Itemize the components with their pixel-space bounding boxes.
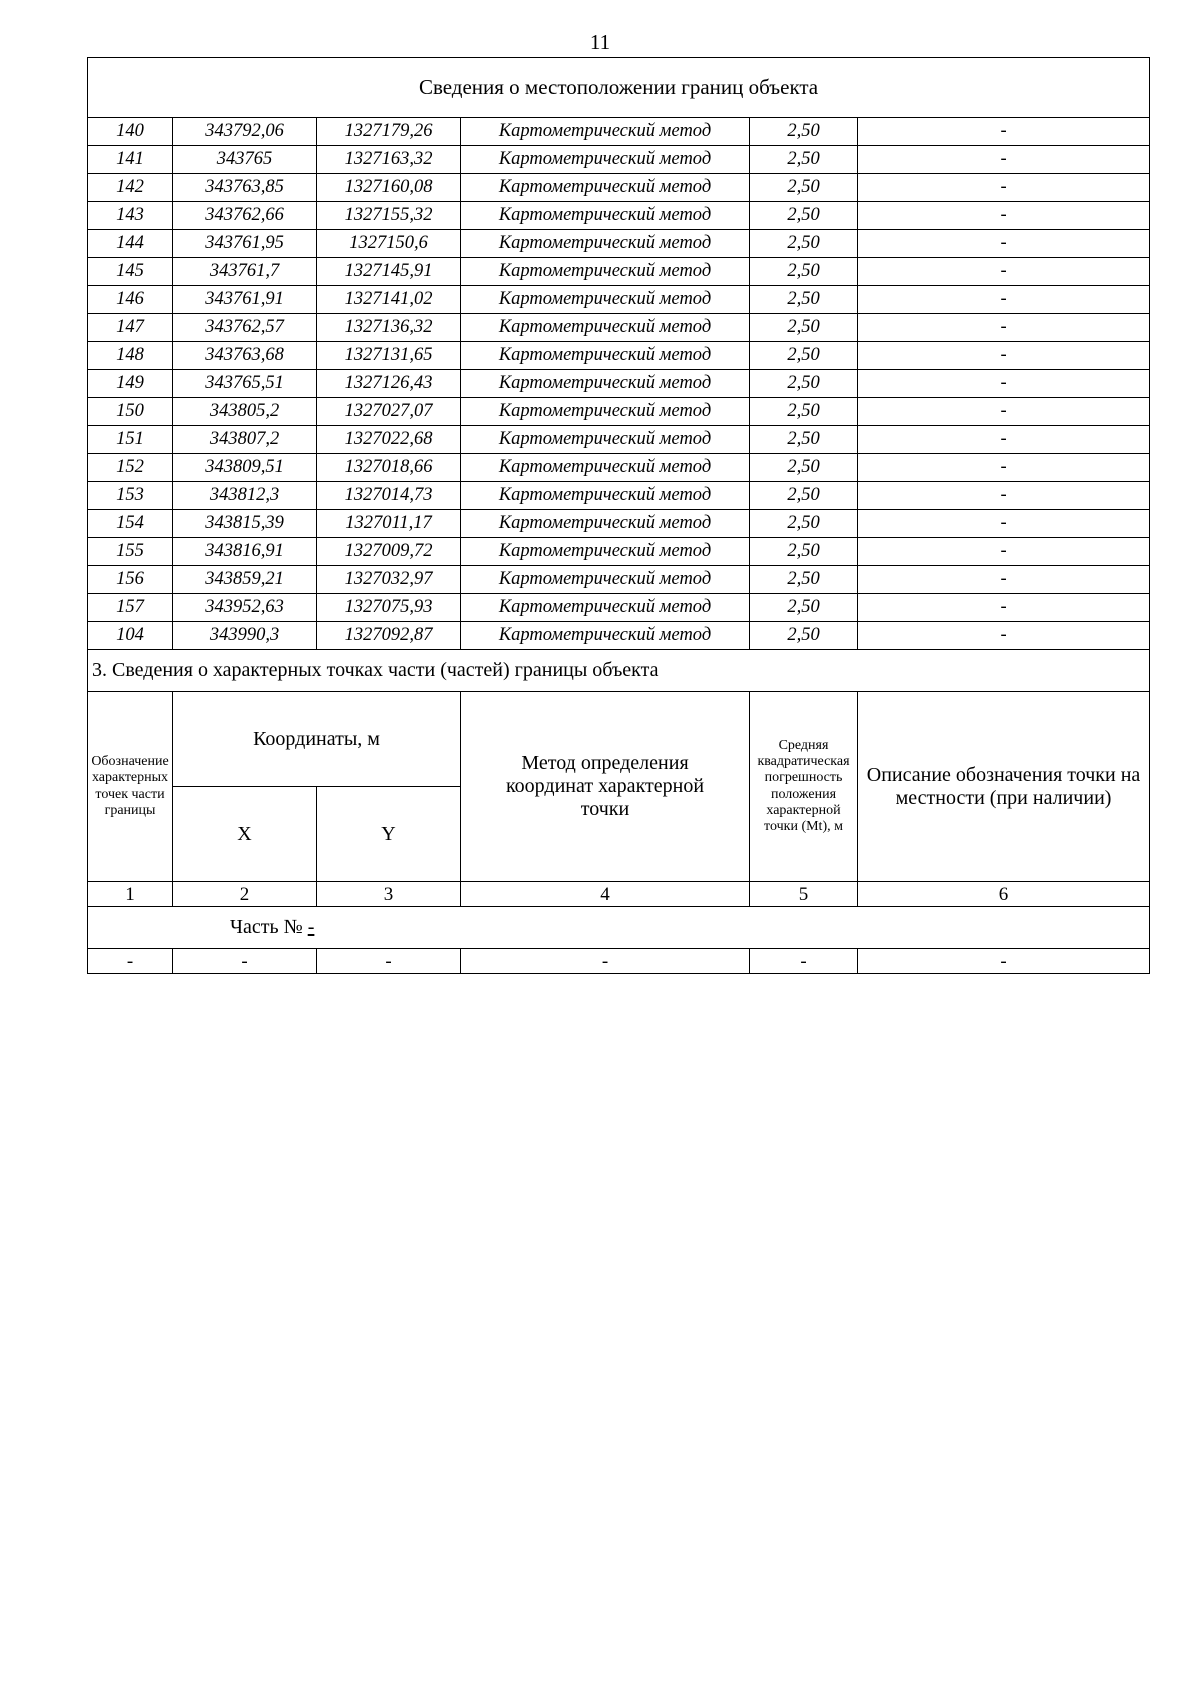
y-cell: 1327092,87 bbox=[317, 622, 461, 650]
part-cell bbox=[88, 907, 1150, 949]
x-cell: 343816,91 bbox=[173, 538, 317, 566]
y-cell: 1327011,17 bbox=[317, 510, 461, 538]
y-cell: 1327136,32 bbox=[317, 314, 461, 342]
mt-cell: 2,50 bbox=[750, 202, 858, 230]
mt-cell: 2,50 bbox=[750, 230, 858, 258]
empty-cell: - bbox=[173, 949, 317, 974]
x-cell: 343762,57 bbox=[173, 314, 317, 342]
method-cell: Картометрический метод bbox=[461, 314, 750, 342]
point-cell: 143 bbox=[88, 202, 173, 230]
description-cell: - bbox=[858, 258, 1150, 286]
description-cell: - bbox=[858, 146, 1150, 174]
method-cell: Картометрический метод bbox=[461, 174, 750, 202]
description-cell: - bbox=[858, 454, 1150, 482]
x-cell: 343807,2 bbox=[173, 426, 317, 454]
table-row bbox=[88, 426, 1150, 454]
x-cell: 343990,3 bbox=[173, 622, 317, 650]
column-number: 2 bbox=[173, 882, 317, 907]
point-cell: 104 bbox=[88, 622, 173, 650]
header-x: X bbox=[173, 787, 317, 882]
x-cell: 343805,2 bbox=[173, 398, 317, 426]
section-title: Сведения о местоположении границ объекта bbox=[88, 58, 1150, 118]
method-cell: Картометрический метод bbox=[461, 594, 750, 622]
method-cell: Картометрический метод bbox=[461, 398, 750, 426]
section-title-row bbox=[88, 58, 1150, 118]
description-cell: - bbox=[858, 342, 1150, 370]
mt-cell: 2,50 bbox=[750, 258, 858, 286]
table-row bbox=[88, 202, 1150, 230]
x-cell: 343815,39 bbox=[173, 510, 317, 538]
y-cell: 1327131,65 bbox=[317, 342, 461, 370]
table-row bbox=[88, 230, 1150, 258]
point-cell: 152 bbox=[88, 454, 173, 482]
point-cell: 142 bbox=[88, 174, 173, 202]
table-row bbox=[88, 314, 1150, 342]
x-cell: 343792,06 bbox=[173, 118, 317, 146]
column-number: 6 bbox=[858, 882, 1150, 907]
y-cell: 1327075,93 bbox=[317, 594, 461, 622]
description-cell: - bbox=[858, 538, 1150, 566]
table-row bbox=[88, 174, 1150, 202]
header-point-designation: Обозначение характерных точек части границы bbox=[88, 692, 173, 882]
empty-cell: - bbox=[858, 949, 1150, 974]
point-cell: 147 bbox=[88, 314, 173, 342]
x-cell: 343761,95 bbox=[173, 230, 317, 258]
method-cell: Картометрический метод bbox=[461, 286, 750, 314]
description-cell: - bbox=[858, 286, 1150, 314]
table-row bbox=[88, 538, 1150, 566]
description-cell: - bbox=[858, 510, 1150, 538]
x-cell: 343765 bbox=[173, 146, 317, 174]
table-row bbox=[88, 454, 1150, 482]
part-row bbox=[88, 907, 1150, 949]
point-cell: 146 bbox=[88, 286, 173, 314]
x-cell: 343952,63 bbox=[173, 594, 317, 622]
y-cell: 1327155,32 bbox=[317, 202, 461, 230]
method-cell: Картометрический метод bbox=[461, 342, 750, 370]
page-number: 11 bbox=[589, 30, 611, 54]
x-cell: 343859,21 bbox=[173, 566, 317, 594]
description-cell: - bbox=[858, 314, 1150, 342]
x-cell: 343763,68 bbox=[173, 342, 317, 370]
point-cell: 155 bbox=[88, 538, 173, 566]
y-cell: 1327027,07 bbox=[317, 398, 461, 426]
description-cell: - bbox=[858, 594, 1150, 622]
point-cell: 151 bbox=[88, 426, 173, 454]
mt-cell: 2,50 bbox=[750, 538, 858, 566]
mt-cell: 2,50 bbox=[750, 174, 858, 202]
mt-cell: 2,50 bbox=[750, 566, 858, 594]
y-cell: 1327014,73 bbox=[317, 482, 461, 510]
mt-cell: 2,50 bbox=[750, 622, 858, 650]
x-cell: 343761,7 bbox=[173, 258, 317, 286]
mt-cell: 2,50 bbox=[750, 510, 858, 538]
header-description: Описание обозначения точки на местности (при наличии) bbox=[858, 692, 1150, 882]
description-cell: - bbox=[858, 566, 1150, 594]
mt-cell: 2,50 bbox=[750, 454, 858, 482]
table-row bbox=[88, 594, 1150, 622]
boundary-table bbox=[87, 57, 1150, 974]
y-cell: 1327022,68 bbox=[317, 426, 461, 454]
method-cell: Картометрический метод bbox=[461, 622, 750, 650]
y-cell: 1327032,97 bbox=[317, 566, 461, 594]
header-mt: Средняя квадратическая погрешность положения характерной точки (Mt), м bbox=[750, 692, 858, 882]
method-cell: Картометрический метод bbox=[461, 538, 750, 566]
header-y: Y bbox=[317, 787, 461, 882]
point-cell: 140 bbox=[88, 118, 173, 146]
y-cell: 1327018,66 bbox=[317, 454, 461, 482]
description-cell: - bbox=[858, 426, 1150, 454]
point-cell: 148 bbox=[88, 342, 173, 370]
mt-cell: 2,50 bbox=[750, 314, 858, 342]
empty-cell: - bbox=[88, 949, 173, 974]
method-cell: Картометрический метод bbox=[461, 566, 750, 594]
point-cell: 153 bbox=[88, 482, 173, 510]
description-cell: - bbox=[858, 622, 1150, 650]
method-cell: Картометрический метод bbox=[461, 202, 750, 230]
section3-title: 3. Сведения о характерных точках части (частей) границы объекта bbox=[88, 650, 1150, 692]
method-cell: Картометрический метод bbox=[461, 426, 750, 454]
table-row bbox=[88, 370, 1150, 398]
y-cell: 1327126,43 bbox=[317, 370, 461, 398]
header-coordinates: Координаты, м bbox=[173, 692, 461, 787]
header-method: Метод определения координат характерной точки bbox=[461, 692, 750, 882]
mt-cell: 2,50 bbox=[750, 146, 858, 174]
section3-header-row-1 bbox=[88, 692, 1150, 787]
column-number: 5 bbox=[750, 882, 858, 907]
mt-cell: 2,50 bbox=[750, 594, 858, 622]
method-cell: Картометрический метод bbox=[461, 454, 750, 482]
y-cell: 1327009,72 bbox=[317, 538, 461, 566]
description-cell: - bbox=[858, 482, 1150, 510]
y-cell: 1327141,02 bbox=[317, 286, 461, 314]
method-cell: Картометрический метод bbox=[461, 118, 750, 146]
x-cell: 343761,91 bbox=[173, 286, 317, 314]
column-number: 3 bbox=[317, 882, 461, 907]
point-cell: 157 bbox=[88, 594, 173, 622]
mt-cell: 2,50 bbox=[750, 118, 858, 146]
mt-cell: 2,50 bbox=[750, 398, 858, 426]
mt-cell: 2,50 bbox=[750, 342, 858, 370]
table-row bbox=[88, 510, 1150, 538]
table-row bbox=[88, 146, 1150, 174]
y-cell: 1327160,08 bbox=[317, 174, 461, 202]
x-cell: 343812,3 bbox=[173, 482, 317, 510]
table-row bbox=[88, 342, 1150, 370]
part-value: - bbox=[307, 916, 315, 938]
y-cell: 1327150,6 bbox=[317, 230, 461, 258]
description-cell: - bbox=[858, 202, 1150, 230]
x-cell: 343765,51 bbox=[173, 370, 317, 398]
point-cell: 141 bbox=[88, 146, 173, 174]
table-row bbox=[88, 622, 1150, 650]
empty-cell: - bbox=[317, 949, 461, 974]
method-cell: Картометрический метод bbox=[461, 482, 750, 510]
column-numbers-row bbox=[88, 882, 1150, 907]
point-cell: 145 bbox=[88, 258, 173, 286]
method-cell: Картометрический метод bbox=[461, 146, 750, 174]
method-cell: Картометрический метод bbox=[461, 510, 750, 538]
empty-cell: - bbox=[461, 949, 750, 974]
y-cell: 1327145,91 bbox=[317, 258, 461, 286]
point-cell: 149 bbox=[88, 370, 173, 398]
empty-cell: - bbox=[750, 949, 858, 974]
y-cell: 1327179,26 bbox=[317, 118, 461, 146]
table-row bbox=[88, 118, 1150, 146]
description-cell: - bbox=[858, 230, 1150, 258]
x-cell: 343762,66 bbox=[173, 202, 317, 230]
point-cell: 150 bbox=[88, 398, 173, 426]
point-cell: 154 bbox=[88, 510, 173, 538]
table-row bbox=[88, 566, 1150, 594]
description-cell: - bbox=[858, 118, 1150, 146]
mt-cell: 2,50 bbox=[750, 370, 858, 398]
column-number: 4 bbox=[461, 882, 750, 907]
y-cell: 1327163,32 bbox=[317, 146, 461, 174]
x-cell: 343809,51 bbox=[173, 454, 317, 482]
section3-title-row bbox=[88, 650, 1150, 692]
method-cell: Картометрический метод bbox=[461, 230, 750, 258]
mt-cell: 2,50 bbox=[750, 482, 858, 510]
description-cell: - bbox=[858, 174, 1150, 202]
part-label: Часть № bbox=[230, 916, 303, 938]
empty-data-row bbox=[88, 949, 1150, 974]
table-row bbox=[88, 286, 1150, 314]
mt-cell: 2,50 bbox=[750, 286, 858, 314]
table-row bbox=[88, 398, 1150, 426]
x-cell: 343763,85 bbox=[173, 174, 317, 202]
point-cell: 144 bbox=[88, 230, 173, 258]
table-row bbox=[88, 258, 1150, 286]
description-cell: - bbox=[858, 398, 1150, 426]
table-row bbox=[88, 482, 1150, 510]
point-cell: 156 bbox=[88, 566, 173, 594]
mt-cell: 2,50 bbox=[750, 426, 858, 454]
method-cell: Картометрический метод bbox=[461, 258, 750, 286]
column-number: 1 bbox=[88, 882, 173, 907]
description-cell: - bbox=[858, 370, 1150, 398]
method-cell: Картометрический метод bbox=[461, 370, 750, 398]
